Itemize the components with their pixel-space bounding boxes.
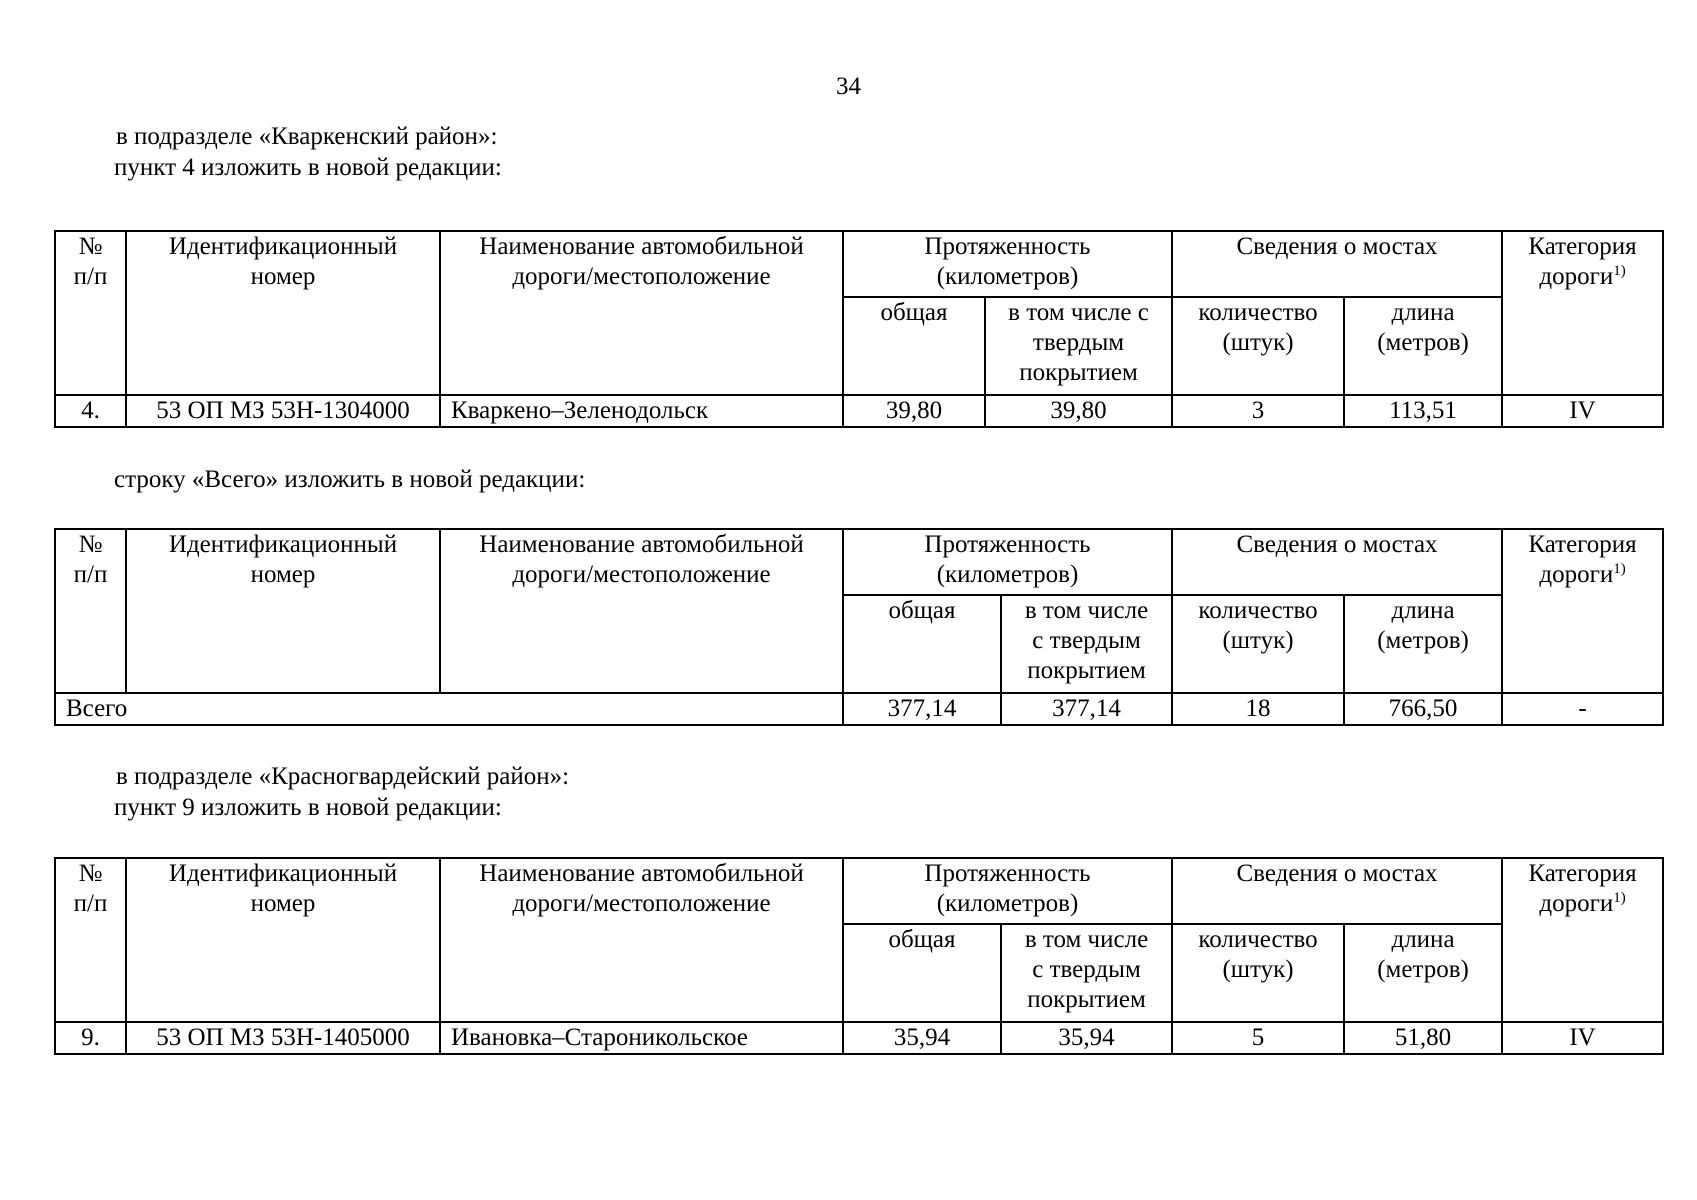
header-bridges: Сведения о мостах: [1172, 529, 1502, 595]
cell-bridge-count: 18: [1172, 693, 1344, 725]
table-row-total: [55, 693, 1663, 725]
header-number: № п/п: [55, 231, 126, 395]
cell-bridge-length: 113,51: [1344, 395, 1502, 427]
table-row: [55, 1022, 1663, 1054]
header-road-name: Наименование автомобильной дороги/местоположение: [440, 858, 843, 1022]
cell-id-number: 53 ОП МЗ 53Н-1304000: [126, 395, 440, 427]
header-id-number: Идентификационный номер: [126, 858, 440, 1022]
section-kvarkensky-heading: в подразделе «Кваркенский район»:: [116, 123, 498, 150]
header-total-length: общая: [843, 924, 1001, 1022]
cell-paved-length: 39,80: [985, 395, 1172, 427]
header-bridge-length: длина (метров): [1344, 595, 1502, 693]
item-4-instruction: пункт 4 изложить в новой редакции:: [114, 154, 502, 181]
header-total-length: общая: [843, 595, 1001, 693]
header-road-name: Наименование автомобильной дороги/местоположение: [440, 529, 843, 693]
header-category: Категория дороги$^{1)}$: [1502, 858, 1663, 1022]
header-id-number: Идентификационный номер: [126, 529, 440, 693]
road-table-krasnogvardeisky: [54, 857, 1664, 1055]
cell-total-length: 35,94: [843, 1022, 1001, 1054]
cell-total-length: 377,14: [843, 693, 1001, 725]
cell-road-name: Ивановка–Староникольское: [440, 1022, 843, 1054]
road-table-kvarkensky: [54, 230, 1664, 428]
header-paved-length: в том числе с твердым покрытием: [1001, 595, 1172, 693]
header-length: Протяженность (километров): [843, 231, 1172, 297]
header-bridge-count: количество (штук): [1172, 297, 1344, 395]
cell-category: IV: [1502, 1022, 1663, 1054]
header-category: Категория дороги$^{1)}$: [1502, 529, 1663, 693]
header-total-length: общая: [843, 297, 985, 395]
total-row-instruction: строку «Всего» изложить в новой редакции:: [114, 466, 586, 493]
cell-category: IV: [1502, 395, 1663, 427]
item-9-instruction: пункт 9 изложить в новой редакции:: [114, 794, 502, 821]
header-length: Протяженность (километров): [843, 529, 1172, 595]
header-id-number: Идентификационный номер: [126, 231, 440, 395]
header-category: Категория дороги$^{1)}$: [1502, 231, 1663, 395]
cell-id-number: 53 ОП МЗ 53Н-1405000: [126, 1022, 440, 1054]
road-table-total: [54, 528, 1664, 726]
table-row: [55, 395, 1663, 427]
cell-category: -: [1502, 693, 1663, 725]
header-bridges: Сведения о мостах: [1172, 231, 1502, 297]
header-road-name: Наименование автомобильной дороги/местоположение: [440, 231, 843, 395]
header-bridges: Сведения о мостах: [1172, 858, 1502, 924]
section-krasnogvardeisky-heading: в подразделе «Красногвардейский район»:: [116, 763, 570, 790]
header-paved-length: в том числе с твердым покрытием: [985, 297, 1172, 395]
cell-total-length: 39,80: [843, 395, 985, 427]
header-number: № п/п: [55, 858, 126, 1022]
cell-bridge-count: 3: [1172, 395, 1344, 427]
cell-total-label: Всего: [55, 693, 843, 725]
header-number: № п/п: [55, 529, 126, 693]
page-number: 34: [836, 73, 861, 100]
cell-bridge-count: 5: [1172, 1022, 1344, 1054]
cell-number: 9.: [55, 1022, 126, 1054]
header-bridge-count: количество (штук): [1172, 924, 1344, 1022]
header-bridge-count: количество (штук): [1172, 595, 1344, 693]
cell-bridge-length: 51,80: [1344, 1022, 1502, 1054]
cell-number: 4.: [55, 395, 126, 427]
cell-paved-length: 35,94: [1001, 1022, 1172, 1054]
cell-road-name: Кваркено–Зеленодольск: [440, 395, 843, 427]
header-length: Протяженность (километров): [843, 858, 1172, 924]
cell-bridge-length: 766,50: [1344, 693, 1502, 725]
header-bridge-length: длина (метров): [1344, 924, 1502, 1022]
header-bridge-length: длина (метров): [1344, 297, 1502, 395]
header-paved-length: в том числе с твердым покрытием: [1001, 924, 1172, 1022]
cell-paved-length: 377,14: [1001, 693, 1172, 725]
